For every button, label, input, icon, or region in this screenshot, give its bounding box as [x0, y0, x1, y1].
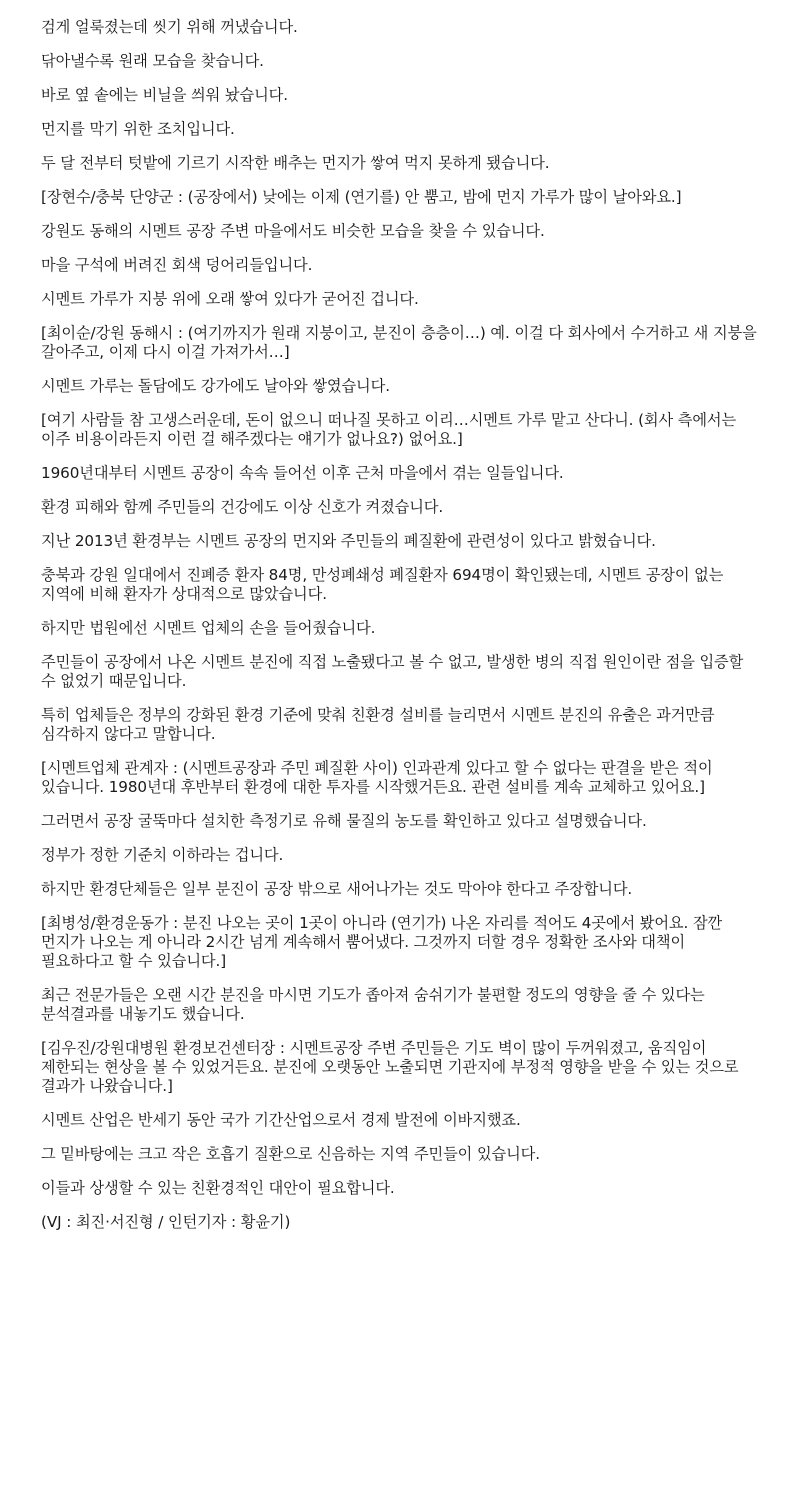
paragraph: 시멘트 가루는 돌담에도 강가에도 날아와 쌓였습니다.: [41, 377, 390, 395]
paragraph: 시멘트 산업은 반세기 동안 국가 기간산업으로서 경제 발전에 이바지했죠.: [41, 1111, 521, 1129]
paragraph: 지난 2013년 환경부는 시멘트 공장의 먼지와 주민들의 폐질환에 관련성이 있다고 밝혔습니다.: [41, 532, 656, 550]
paragraph: 정부가 정한 기준치 이하라는 겁니다.: [41, 846, 284, 864]
paragraph: 그 밑바탕에는 크고 작은 호흡기 질환으로 신음하는 지역 주민들이 있습니다.: [41, 1145, 540, 1163]
paragraph: 먼지를 막기 위한 조치입니다.: [41, 120, 235, 138]
interview-quote: [여기 사람들 참 고생스러운데, 돈이 없으니 떠나질 못하고 이리…시멘트 가루 맡고 산다니. (회사 측에서는 이주 비용이라든지 이런 걸 해주겠다는 얘기가 없나요?) 없어요.]: [41, 411, 737, 448]
article-body: [41, 18, 757, 1232]
paragraph: 주민들이 공장에서 나온 시멘트 분진에 직접 노출됐다고 볼 수 없고, 발생한 병의 직접 원인이란 점을 입증할 수 없었기 때문입니다.: [41, 653, 744, 690]
paragraph: 최근 전문가들은 오랜 시간 분진을 마시면 기도가 좁아져 숨쉬기가 불편할 정도의 영향을 줄 수 있다는 분석결과를 내놓기도 했습니다.: [41, 986, 705, 1023]
paragraph: 검게 얼룩졌는데 씻기 위해 꺼냈습니다.: [41, 18, 298, 36]
paragraph: 그러면서 공장 굴뚝마다 설치한 측정기로 유해 물질의 농도를 확인하고 있다고 설명했습니다.: [41, 812, 647, 830]
paragraph: 1960년대부터 시멘트 공장이 속속 들어선 이후 근처 마을에서 겪는 일들입니다.: [41, 464, 564, 482]
paragraph: 이들과 상생할 수 있는 친환경적인 대안이 필요합니다.: [41, 1179, 395, 1197]
paragraph: 하지만 법원에선 시멘트 업체의 손을 들어줬습니다.: [41, 619, 376, 637]
paragraph: 바로 옆 솥에는 비닐을 씌워 놨습니다.: [41, 86, 288, 104]
paragraph: 닦아낼수록 원래 모습을 찾습니다.: [41, 52, 264, 70]
interview-quote: [시멘트업체 관계자 : (시멘트공장과 주민 폐질환 사이) 인과관계 있다고 할 수 없다는 판결을 받은 적이 있습니다. 1980년대 후반부터 환경에 대한 투자를 시작했거든요. 관련 설비를 계속 교체하고 있어요.]: [41, 759, 713, 796]
paragraph: 환경 피해와 함께 주민들의 건강에도 이상 신호가 켜졌습니다.: [41, 498, 444, 516]
paragraph: 두 달 전부터 텃밭에 기르기 시작한 배추는 먼지가 쌓여 먹지 못하게 됐습니다.: [41, 154, 550, 172]
interview-quote: [최이순/강원 동해시 : (여기까지가 원래 지붕이고, 분진이 층층이…) 예. 이걸 다 회사에서 수거하고 새 지붕을 갈아주고, 이제 다시 이걸 가져가서…]: [41, 324, 757, 361]
paragraph: 시멘트 가루가 지붕 위에 오래 쌓여 있다가 굳어진 겁니다.: [41, 290, 419, 308]
paragraph: 하지만 환경단체들은 일부 분진이 공장 밖으로 새어나가는 것도 막아야 한다고 주장합니다.: [41, 880, 633, 898]
interview-quote: [장현수/충북 단양군 : (공장에서) 낮에는 이제 (연기를) 안 뿜고, 밤에 먼지 가루가 많이 날아와요.]: [41, 188, 682, 206]
paragraph: 특히 업체들은 정부의 강화된 환경 기준에 맞춰 친환경 설비를 늘리면서 시멘트 분진의 유출은 과거만큼 심각하지 않다고 말합니다.: [41, 706, 715, 743]
reporter-credit: (VJ : 최진·서진형 / 인턴기자 : 황윤기): [41, 1213, 291, 1231]
interview-quote: [최병성/환경운동가 : 분진 나오는 곳이 1곳이 아니라 (연기가) 나온 자리를 적어도 4곳에서 봤어요. 잠깐 먼지가 나오는 게 아니라 2시간 넘게 계속해서 뿜어냈다. 그것까지 더할 경우 정확한 조사와 대책이 필요하다고 할 수 있습니다.]: [41, 914, 723, 970]
interview-quote: [김우진/강원대병원 환경보건센터장 : 시멘트공장 주변 주민들은 기도 벽이 많이 두꺼워졌고, 움직임이 제한되는 현상을 볼 수 있었거든요. 분진에 오랫동안 노출되면 기관지에 부정적 영향을 받을 수 있는 것으로 결과가 나왔습니다.]: [41, 1039, 739, 1095]
paragraph: 강원도 동해의 시멘트 공장 주변 마을에서도 비슷한 모습을 찾을 수 있습니다.: [41, 222, 545, 240]
paragraph: 충북과 강원 일대에서 진폐증 환자 84명, 만성폐쇄성 폐질환자 694명이 확인됐는데, 시멘트 공장이 없는 지역에 비해 환자가 상대적으로 많았습니다.: [41, 566, 724, 603]
paragraph: 마을 구석에 버려진 회색 덩어리들입니다.: [41, 256, 313, 274]
